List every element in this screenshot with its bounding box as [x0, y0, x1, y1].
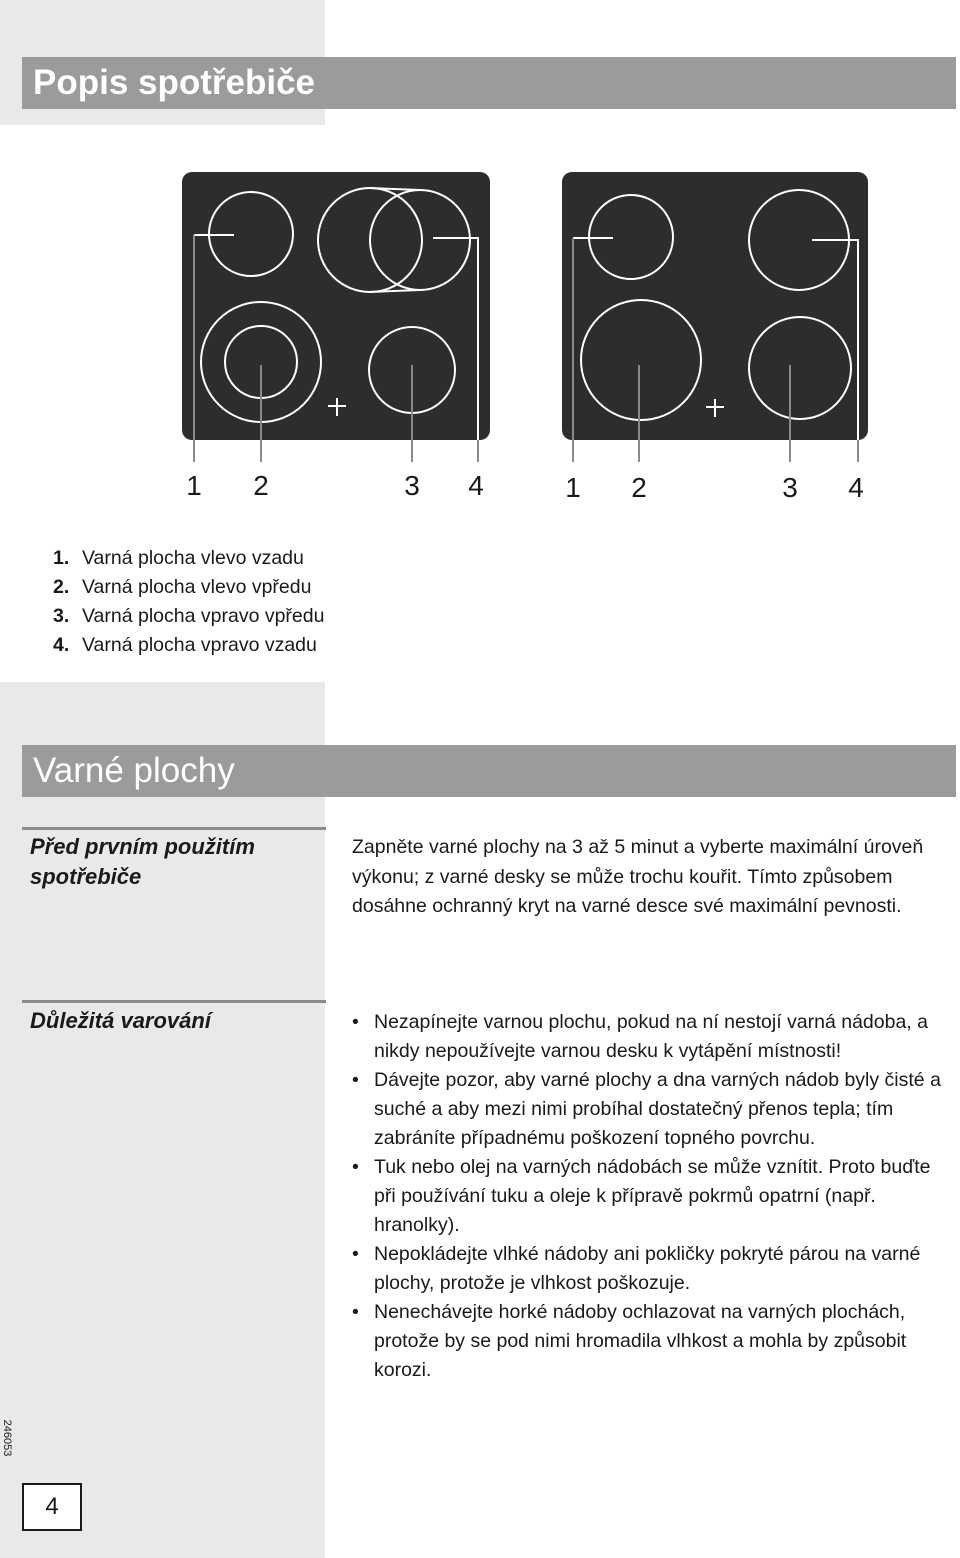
legend-item: 4. Varná plocha vpravo vzadu [53, 634, 317, 656]
warnings-list [352, 1008, 957, 1385]
hob-diagram [170, 160, 880, 520]
left-label-1: 1 [186, 470, 202, 501]
left-label-4: 4 [468, 470, 484, 501]
right-label-2: 2 [631, 472, 647, 503]
right-label-3: 3 [782, 472, 798, 503]
section-heading-varne-plochy: Varné plochy [22, 745, 956, 797]
legend-item: 2. Varná plocha vlevo vpředu [53, 576, 312, 598]
warning-item: • Tuk nebo olej na varných nádobách se může vznítit. Proto buďte při používání tuku a oleje k přípravě pokrmů opatrní (např. hranolky). [352, 1153, 957, 1240]
section-rule-before-use [22, 827, 326, 830]
left-hob [182, 172, 490, 462]
legend-item: 1. Varná plocha vlevo vzadu [53, 547, 304, 569]
page-number: 4 [22, 1483, 82, 1531]
legend-item: 3. Varná plocha vpravo vpředu [53, 605, 325, 627]
warning-item: • Nepokládejte vlhké nádoby ani pokličky pokryté párou na varné plochy, protože je vlhkost poškozuje. [352, 1240, 957, 1298]
warning-item: • Dávejte pozor, aby varné plochy a dna varných nádob byly čisté a suché a aby mezi nimi probíhal dostatečný přenos tepla; tím zabráníte případnému poškození topného povrchu. [352, 1066, 957, 1153]
document-code: 246053 [1, 1419, 13, 1457]
sidebar-background-bottom [0, 682, 325, 1558]
warning-item: • Nezapínejte varnou plochu, pokud na ní nestojí varná nádoba, a nikdy nepoužívejte varnou desku k vytápění místnosti! [352, 1008, 957, 1066]
right-label-4: 4 [848, 472, 864, 503]
zone-legend [53, 544, 324, 660]
left-label-2: 2 [253, 470, 269, 501]
before-first-use-text: Zapněte varné plochy na 3 až 5 minut a vyberte maximální úroveň výkonu; z varné desky se může trochu kouřit. Tímto způsobem dosáhne ochranný kryt na varné desce své maximální pevnosti. [352, 836, 924, 917]
left-label-3: 3 [404, 470, 420, 501]
warning-item: • Nenechávejte horké nádoby ochlazovat na varných plochách, protože by se pod nimi hromadila vlhkost a mohla by způsobit korozi. [352, 1298, 957, 1385]
before-first-use-title: Před prvním použitím spotřebiče [30, 834, 255, 889]
section-heading-popis: Popis spotřebiče [22, 57, 956, 109]
right-hob [562, 172, 868, 462]
warnings-title: Důležitá varování [30, 1008, 211, 1033]
section-rule-warnings [22, 1000, 326, 1003]
right-label-1: 1 [565, 472, 581, 503]
